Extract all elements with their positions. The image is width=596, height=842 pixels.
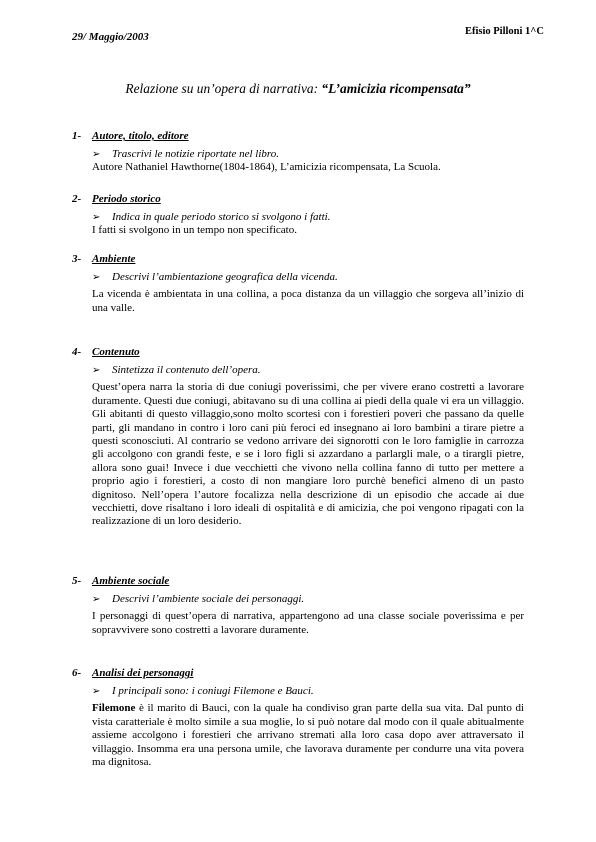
section-prompt	[92, 685, 524, 698]
prompt-text: Trascrivi le notizie riportate nel libro.	[112, 148, 280, 160]
section-heading	[72, 346, 524, 360]
section-number: 1-	[72, 130, 82, 142]
prompt-text: Indica in quale periodo storico si svolgono i fatti.	[112, 211, 331, 223]
section-author	[72, 130, 524, 175]
section-title: Autore, titolo, editore	[92, 130, 189, 142]
section-characters	[72, 667, 524, 769]
section-number: 4-	[72, 346, 82, 358]
section-title: Ambiente	[92, 253, 136, 265]
section-title: Periodo storico	[92, 193, 161, 205]
arrow-bullet-icon: ➢	[92, 149, 101, 160]
section-number: 2-	[72, 193, 82, 205]
section-body: I personaggi di quest’opera di narrativa, appartengono ad una classe sociale poverissima e per sopravvivere sono costretti a lavorare duramente.	[92, 610, 524, 636]
section-body: I fatti si svolgono in un tempo non specificato.	[92, 224, 297, 237]
section-content	[72, 346, 524, 529]
section-heading	[72, 575, 524, 589]
author-name: Efisio Pilloni 1^C	[464, 26, 544, 37]
section-number: 5-	[72, 575, 82, 587]
section-prompt	[92, 364, 524, 377]
section-historical-period	[72, 193, 524, 238]
character-description: è il marito di Bauci, con la quale ha condiviso gran parte della sua vita. Dal punto di vista caratteriale è molto simile a sua moglie, lo si può notare dal modo con il quale abitualmente assieme accolgono i forestieri che arrivano stremati alla loro casa dopo aver attraversato il villaggio. Insomma era una persona umile, che lavorava duramente per condurre una vita povera ma dignitosa.	[92, 702, 524, 769]
section-heading	[72, 667, 524, 681]
section-body: La vicenda è ambientata in una collina, a poca distanza da un villaggio che sorgeva all’inizio di una valle.	[92, 288, 524, 314]
page-title	[0, 82, 596, 95]
title-work: “L’amicizia ricompensata”	[321, 81, 471, 96]
section-body: Quest’opera narra la storia di due coniugi poverissimi, che per vivere erano costretti a lavorare duramente. Questi due coniugi, abitavano su di una collina ai piedi della quale vi era un villaggio. Gli abitanti di questo villaggio,sono molto scortesi con i forestieri poveri che passano da quelle parti, gli mandano in contro i loro cani più feroci ed insegnano ai loro bambini a tirare pietre a questi sconosciuti. Al contrario se vedono arrivare dei signorotti con le loro famiglie in carrozza gli accolgono con grandi feste, e se i loro figli si azzardano a parlargli male, o a tirargli pietre, allora sono guai! Invece i due vecchietti che vivono nella collina fanno di tutto per mettere a proprio agio i forestieri, a costo di non mangiare loro purchè benefici almeno di un pasto dignitoso. Nell’opera l’autore focalizza nella descrizione di un episodio che accade ai due vecchietti, dove risaltano i loro ideali di ospitalità e di amicizia, che poi vengono ripagati con la realizzazione di un loro desiderio.	[92, 381, 524, 528]
title-prefix: Relazione su un’opera di narrativa:	[125, 81, 322, 96]
section-heading	[72, 253, 524, 267]
section-prompt	[92, 271, 524, 284]
arrow-bullet-icon: ➢	[92, 365, 101, 376]
section-number: 3-	[72, 253, 82, 265]
character-name: Filemone	[92, 702, 136, 715]
section-social-setting	[72, 575, 524, 637]
section-heading	[72, 193, 524, 207]
section-number: 6-	[72, 667, 82, 679]
arrow-bullet-icon: ➢	[92, 212, 101, 223]
section-title: Contenuto	[92, 346, 140, 358]
section-prompt	[92, 211, 524, 224]
prompt-text: Descrivi l’ambiente sociale dei personaggi.	[112, 593, 305, 605]
section-prompt	[92, 593, 524, 606]
arrow-bullet-icon: ➢	[92, 272, 101, 283]
document-date: 29/ Maggio/2003	[72, 31, 149, 43]
section-title: Analisi dei personaggi	[92, 667, 194, 679]
section-heading	[72, 130, 524, 144]
section-setting	[72, 253, 524, 315]
section-body: Autore Nathaniel Hawthorne(1804-1864), L’amicizia ricompensata, La Scuola.	[92, 161, 441, 174]
prompt-text: Sintetizza il contenuto dell’opera.	[112, 364, 261, 376]
prompt-text: I principali sono: i coniugi Filemone e Bauci.	[112, 685, 314, 697]
prompt-text: Descrivi l’ambientazione geografica della vicenda.	[112, 271, 338, 283]
section-body	[92, 702, 524, 769]
arrow-bullet-icon: ➢	[92, 686, 101, 697]
arrow-bullet-icon: ➢	[92, 594, 101, 605]
section-prompt	[92, 148, 524, 161]
section-title: Ambiente sociale	[92, 575, 170, 587]
